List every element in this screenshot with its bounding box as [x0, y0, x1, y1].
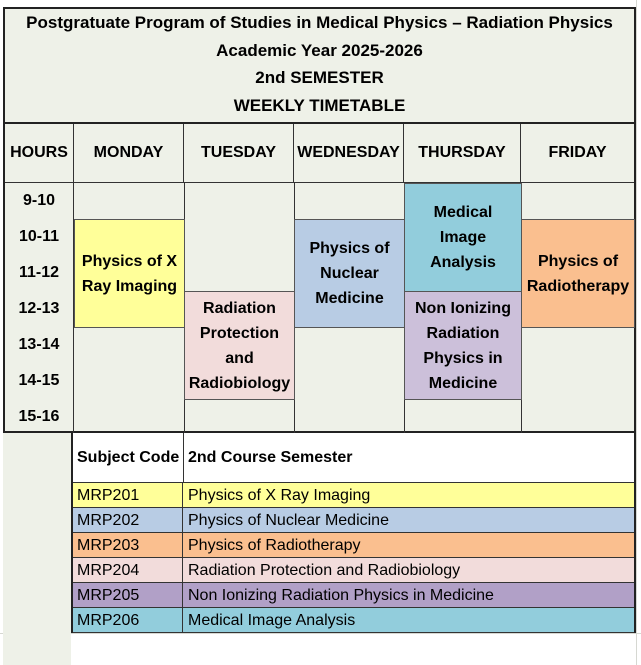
subject-name: Radiation Protection and Radiobiology [188, 562, 461, 579]
academic-year: Academic Year 2025-2026 [216, 40, 423, 60]
legend-row [73, 583, 634, 608]
hours-column-header: HOURS [5, 124, 74, 182]
weekly-timetable-grid [3, 122, 636, 433]
hour-slot: 9-10 [5, 183, 74, 219]
legend-row [73, 608, 634, 633]
day-header-monday: MONDAY [74, 124, 184, 182]
course-block [404, 183, 522, 292]
subject-code-legend [71, 433, 636, 633]
hour-slot: 11-12 [5, 255, 74, 291]
subject-name: Non Ionizing Radiation Physics in Medicine [188, 587, 494, 604]
subject-name: Physics of Radiotherapy [188, 537, 361, 554]
left-margin-area [3, 433, 71, 665]
course-block [184, 291, 295, 400]
subject-name: Physics of Nuclear Medicine [188, 512, 389, 529]
hour-slot: 10-11 [5, 219, 74, 255]
day-header-wednesday: WEDNESDAY [294, 124, 404, 182]
course-block [74, 219, 185, 328]
timetable-title-block [3, 7, 636, 122]
hour-slot: 15-16 [5, 399, 74, 435]
timetable-label: WEEKLY TIMETABLE [233, 95, 406, 115]
course-block [521, 219, 635, 328]
course-name: Radiation Protection and Radiobiology [188, 299, 291, 392]
sheet-gridline [636, 0, 637, 665]
hour-slot: 14-15 [5, 363, 74, 399]
course-name: Physics of Radiotherapy [526, 252, 630, 295]
subject-name: Physics of X Ray Imaging [188, 487, 371, 504]
semester-label: 2nd SEMESTER [255, 68, 384, 87]
day-header-thursday: THURSDAY [404, 124, 521, 182]
legend-header-row [73, 433, 634, 483]
course-block [294, 219, 405, 328]
subject-code: MRP204 [73, 558, 183, 582]
subject-code: MRP206 [73, 608, 183, 632]
subject-code: MRP201 [73, 483, 183, 507]
subject-code: MRP205 [73, 583, 183, 607]
hour-slot: 12-13 [5, 291, 74, 327]
subject-name: Medical Image Analysis [188, 612, 356, 629]
program-title: Postgratuate Program of Studies in Medical Physics – Radiation Physics [26, 13, 613, 32]
legend-divider [183, 433, 184, 483]
subject-code-header: Subject Code [77, 449, 180, 466]
legend-row [73, 508, 634, 533]
sheet-gridline [0, 633, 641, 634]
subject-code: MRP203 [73, 533, 183, 557]
day-header-tuesday: TUESDAY [184, 124, 294, 182]
hour-slot: 13-14 [5, 327, 74, 363]
course-semester-header: 2nd Course Semester [188, 449, 353, 466]
legend-row [73, 558, 634, 583]
course-block [404, 291, 522, 400]
course-name: Medical Image Analysis [430, 204, 496, 271]
legend-row [73, 533, 634, 558]
legend-row [73, 483, 634, 508]
course-name: Non Ionizing Radiation Physics in Medicine [415, 299, 511, 392]
course-name: Physics of X Ray Imaging [81, 252, 178, 295]
subject-code: MRP202 [73, 508, 183, 532]
day-header-friday: FRIDAY [548, 144, 607, 161]
course-name: Physics of Nuclear Medicine [309, 240, 390, 307]
header-divider [5, 182, 634, 183]
